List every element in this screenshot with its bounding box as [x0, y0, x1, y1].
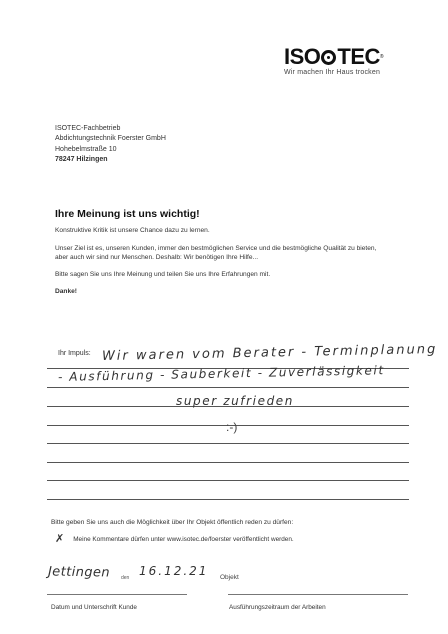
registered-icon: ® — [379, 54, 384, 60]
handwritten-comment: super zufrieden — [176, 394, 294, 408]
checkmark-icon[interactable]: ✗ — [55, 532, 65, 545]
signature-place: Jettingen — [47, 564, 111, 581]
isotec-logo — [284, 46, 384, 76]
intro-text: Bitte sagen Sie uns Ihre Meinung und teilen Sie uns Ihre Erfahrungen mit. — [55, 271, 271, 278]
logo-wordmark — [284, 46, 384, 68]
address-line: Abdichtungstechnik Foerster GmbH — [55, 135, 166, 143]
signature-label: Datum und Unterschrift Kunde — [51, 604, 137, 611]
handwritten-comment: - Ausführung - Sauberkeit - Zuverlässigkeit — [57, 363, 385, 384]
intro-text: Konstruktive Kritik ist unsere Chance dazu zu lernen. — [55, 227, 210, 234]
address-line: Hohebelmstraße 10 — [55, 145, 117, 153]
writing-line[interactable] — [47, 443, 409, 444]
publish-note: Bitte geben Sie uns auch die Möglichkeit über Ihr Objekt öffentlich reden zu dürfen: — [51, 519, 294, 526]
period-line[interactable] — [228, 594, 408, 595]
recipient-address — [55, 124, 166, 165]
consent-row[interactable] — [55, 534, 294, 544]
logo-brand-pre: ISO — [284, 44, 321, 69]
objekt-label: Objekt — [220, 574, 239, 581]
logo-o-icon — [321, 50, 336, 65]
writing-line[interactable] — [47, 480, 409, 481]
logo-tagline: Wir machen Ihr Haus trocken — [284, 69, 381, 76]
handwritten-comment: Wir waren vom Berater - Terminplanung — [101, 341, 438, 364]
intro-text: aber auch wir sind nur Menschen. Deshalb: Wir benötigen Ihre Hilfe... — [55, 254, 259, 261]
address-line: 78247 Hilzingen — [55, 155, 108, 163]
date-label: den — [121, 575, 130, 581]
consent-text: Meine Kommentare dürfen unter www.isotec.de/foerster veröffentlicht werden. — [73, 535, 294, 543]
period-label: Ausführungszeitraum der Arbeiten — [229, 604, 326, 611]
thanks-text: Danke! — [55, 288, 77, 295]
signature-line[interactable] — [47, 594, 187, 595]
writing-line[interactable] — [47, 462, 409, 463]
writing-line[interactable] — [47, 387, 409, 388]
page-title: Ihre Meinung ist uns wichtig! — [55, 208, 200, 220]
address-line: ISOTEC-Fachbetrieb — [55, 125, 121, 132]
smiley-icon: :-) — [226, 420, 238, 434]
logo-brand-post: TEC — [337, 44, 380, 69]
intro-text: Unser Ziel ist es, unseren Kunden, immer den bestmöglichen Service und die bestmögliche Qualität zu bieten, — [55, 245, 377, 252]
signature-date: 16.12.21 — [139, 564, 209, 578]
impulse-label: Ihr Impuls: — [58, 350, 91, 357]
writing-line[interactable] — [47, 499, 409, 500]
